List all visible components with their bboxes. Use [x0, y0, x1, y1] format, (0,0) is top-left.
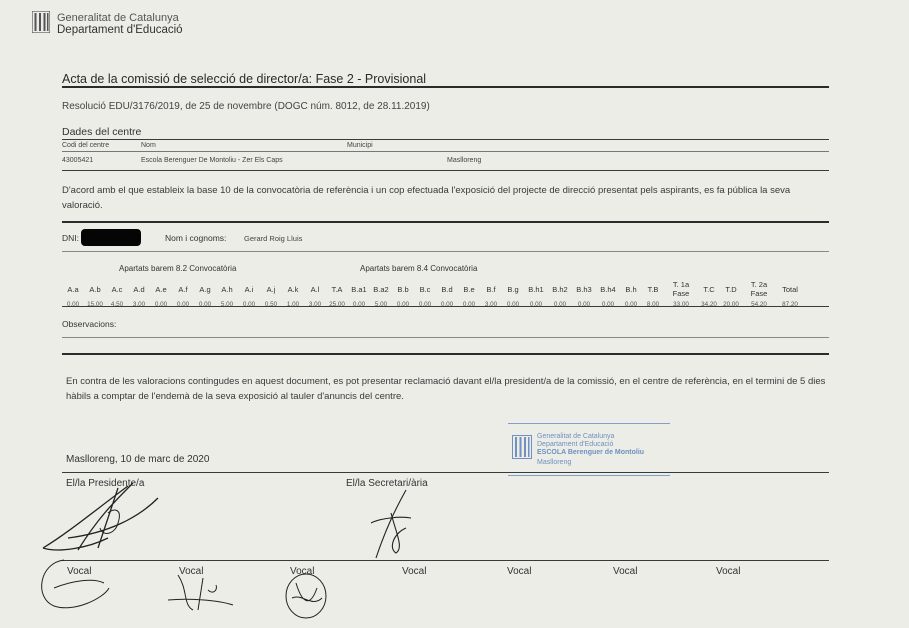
school-stamp	[508, 425, 670, 477]
score-value-13: 25,00	[329, 300, 345, 308]
scores-header-row	[62, 280, 804, 298]
score-value-3: 4,50	[110, 300, 124, 308]
org-name: Generalitat de Catalunya	[57, 12, 179, 24]
vocal-label-2: Vocal	[179, 566, 204, 577]
score-header-20: B.f	[486, 284, 496, 294]
vocal-label-7: Vocal	[716, 566, 741, 577]
intro-paragraph: D'acord amb el que estableix la base 10 de la convocatòria de referència i un cop efectuada l'exposició del projecte de direcció presentat pels aspirants, es fa pública la seva valoració.	[62, 185, 791, 211]
president-signature	[38, 478, 168, 558]
vocal-2-signature	[158, 570, 238, 615]
vocal-label-6: Vocal	[613, 566, 638, 577]
score-header-1: A.a	[67, 284, 79, 294]
score-header-4: A.d	[133, 284, 145, 294]
score-value-10: 0,50	[264, 300, 278, 308]
centre-end-rule	[62, 170, 829, 171]
score-value-1: 0,00	[66, 300, 80, 308]
score-value-2: 15,00	[87, 300, 103, 308]
stamp-line-3: ESCOLA Berenguer de Montoliu	[537, 449, 645, 456]
resolution-reference: Resolució EDU/3176/2019, de 25 de novembre (DOGC núm. 8012, de 28.11.2019)	[62, 101, 430, 112]
vocal-label-5: Vocal	[507, 566, 532, 577]
vocal-label-3: Vocal	[290, 566, 315, 577]
centre-code: 43005421	[62, 157, 94, 164]
signature-top-rule	[62, 472, 829, 473]
group-b-title: Apartats barem 8.4 Convocatòria	[360, 264, 478, 273]
dni-label: DNI:	[62, 233, 79, 243]
president-label: El/la Presidente/a	[66, 478, 145, 489]
score-value-17: 0,00	[418, 300, 432, 308]
vocal-3-signature	[282, 568, 332, 623]
score-header-16: B.b	[397, 284, 409, 294]
score-value-15: 5,00	[374, 300, 388, 308]
score-value-14: 0,00	[352, 300, 366, 308]
score-header-2: A.b	[89, 284, 101, 294]
score-value-4: 3,00	[132, 300, 146, 308]
score-value-27: 8,00	[646, 300, 660, 308]
score-value-30: 20,00	[723, 300, 739, 308]
score-header-11: A.k	[287, 284, 299, 294]
secretary-label: El/la Secretari/ària	[346, 478, 428, 489]
score-value-32: 87,20	[782, 300, 798, 308]
score-header-7: A.g	[199, 284, 211, 294]
candidate-name-label: Nom i cognoms:	[165, 233, 227, 243]
score-header-22: B.h1	[528, 284, 544, 294]
centre-name-label: Nom	[141, 142, 156, 149]
centre-rule	[62, 139, 829, 140]
score-header-12: A.l	[310, 284, 320, 294]
generalitat-logo-icon	[32, 11, 50, 33]
score-value-26: 0,00	[624, 300, 638, 308]
score-value-24: 0,00	[577, 300, 591, 308]
score-header-5: A.e	[155, 284, 167, 294]
place-date: Maslloreng, 10 de marc de 2020	[66, 454, 210, 465]
candidate-name: Gerard Roig Lluis	[244, 234, 303, 243]
title-rule	[62, 86, 829, 88]
score-header-27: T.B	[647, 284, 659, 294]
score-header-17: B.c	[419, 284, 431, 294]
centre-section-title: Dades del centre	[62, 126, 142, 138]
score-value-9: 0,00	[242, 300, 256, 308]
centre-municipality-label: Municipi	[347, 142, 373, 149]
score-value-11: 1,00	[286, 300, 300, 308]
centre-municipality: Maslloreng	[447, 157, 482, 164]
score-header-19: B.e	[463, 284, 475, 294]
score-value-23: 0,00	[553, 300, 567, 308]
score-header-10: A.j	[266, 284, 276, 294]
group-a-title: Apartats barem 8.2 Convocatòria	[119, 264, 237, 273]
secretary-signature	[366, 488, 416, 563]
score-value-7: 0,00	[198, 300, 212, 308]
score-header-15: B.a2	[373, 284, 389, 294]
stamp-line-1: Generalitat de Catalunya	[537, 433, 615, 440]
candidate-rule	[62, 251, 829, 252]
score-header-8: A.h	[221, 284, 233, 294]
redacted-dni	[81, 229, 141, 246]
centre-label-rule	[62, 151, 829, 152]
score-header-21: B.g	[507, 284, 519, 294]
score-header-6: A.f	[178, 284, 188, 294]
score-header-29: T.C	[703, 284, 715, 294]
stamp-line-2: Departament d'Educació	[537, 441, 614, 448]
scores-value-row	[62, 298, 804, 310]
centre-code-label: Codi del centre	[62, 142, 110, 149]
score-value-25: 0,00	[601, 300, 615, 308]
centre-name: Escola Berenguer De Montoliu - Zer Els Caps	[141, 157, 283, 164]
stamp-logo-icon	[512, 435, 532, 459]
score-header-18: B.d	[441, 284, 453, 294]
score-value-21: 0,00	[506, 300, 520, 308]
vocal-label-1: Vocal	[67, 566, 92, 577]
score-value-31: 54,20	[751, 300, 767, 308]
stamp-line-4: Maslloreng	[537, 459, 572, 466]
score-header-14: B.a1	[351, 284, 367, 294]
score-header-28: T. 1a Fase	[672, 280, 690, 298]
signature-mid-rule	[62, 560, 829, 561]
score-value-19: 0,00	[462, 300, 476, 308]
intro-rule	[62, 221, 829, 223]
claim-paragraph: En contra de les valoracions contingudes en aquest document, es pot presentar reclamació davant el/la president/a de la comissió, en el centre de referència, en el termini de 5 dies hàbils a comptar de l'endemà de la seva exposició al tauler d'anuncis del centre.	[66, 376, 826, 402]
score-header-30: T.D	[725, 284, 737, 294]
score-value-20: 3,00	[484, 300, 498, 308]
score-header-25: B.h4	[600, 284, 616, 294]
score-header-9: A.i	[244, 284, 254, 294]
score-header-24: B.h3	[576, 284, 592, 294]
score-value-12: 3,00	[308, 300, 322, 308]
score-header-13: T.A	[331, 284, 343, 294]
score-value-22: 0,00	[529, 300, 543, 308]
score-value-5: 0,00	[154, 300, 168, 308]
observations-rule-2	[62, 353, 829, 355]
observations-rule-1	[62, 337, 829, 338]
document-title: Acta de la comissió de selecció de director/a: Fase 2 - Provisional	[62, 72, 427, 86]
score-value-28: 33,00	[673, 300, 689, 308]
score-header-23: B.h2	[552, 284, 568, 294]
vocal-label-4: Vocal	[402, 566, 427, 577]
score-value-6: 0,00	[176, 300, 190, 308]
score-header-26: B.h	[625, 284, 637, 294]
score-header-3: A.c	[111, 284, 123, 294]
score-value-18: 0,00	[440, 300, 454, 308]
department-name: Departament d'Educació	[57, 24, 183, 36]
score-header-31: T. 2a Fase	[750, 280, 768, 298]
scores-rule	[62, 306, 829, 307]
observations-label: Observacions:	[62, 319, 117, 329]
score-value-29: 34,20	[701, 300, 717, 308]
vocal-1-signature	[34, 558, 114, 613]
score-value-16: 0,00	[396, 300, 410, 308]
score-header-32: Total	[782, 284, 798, 294]
score-value-8: 5,00	[220, 300, 234, 308]
